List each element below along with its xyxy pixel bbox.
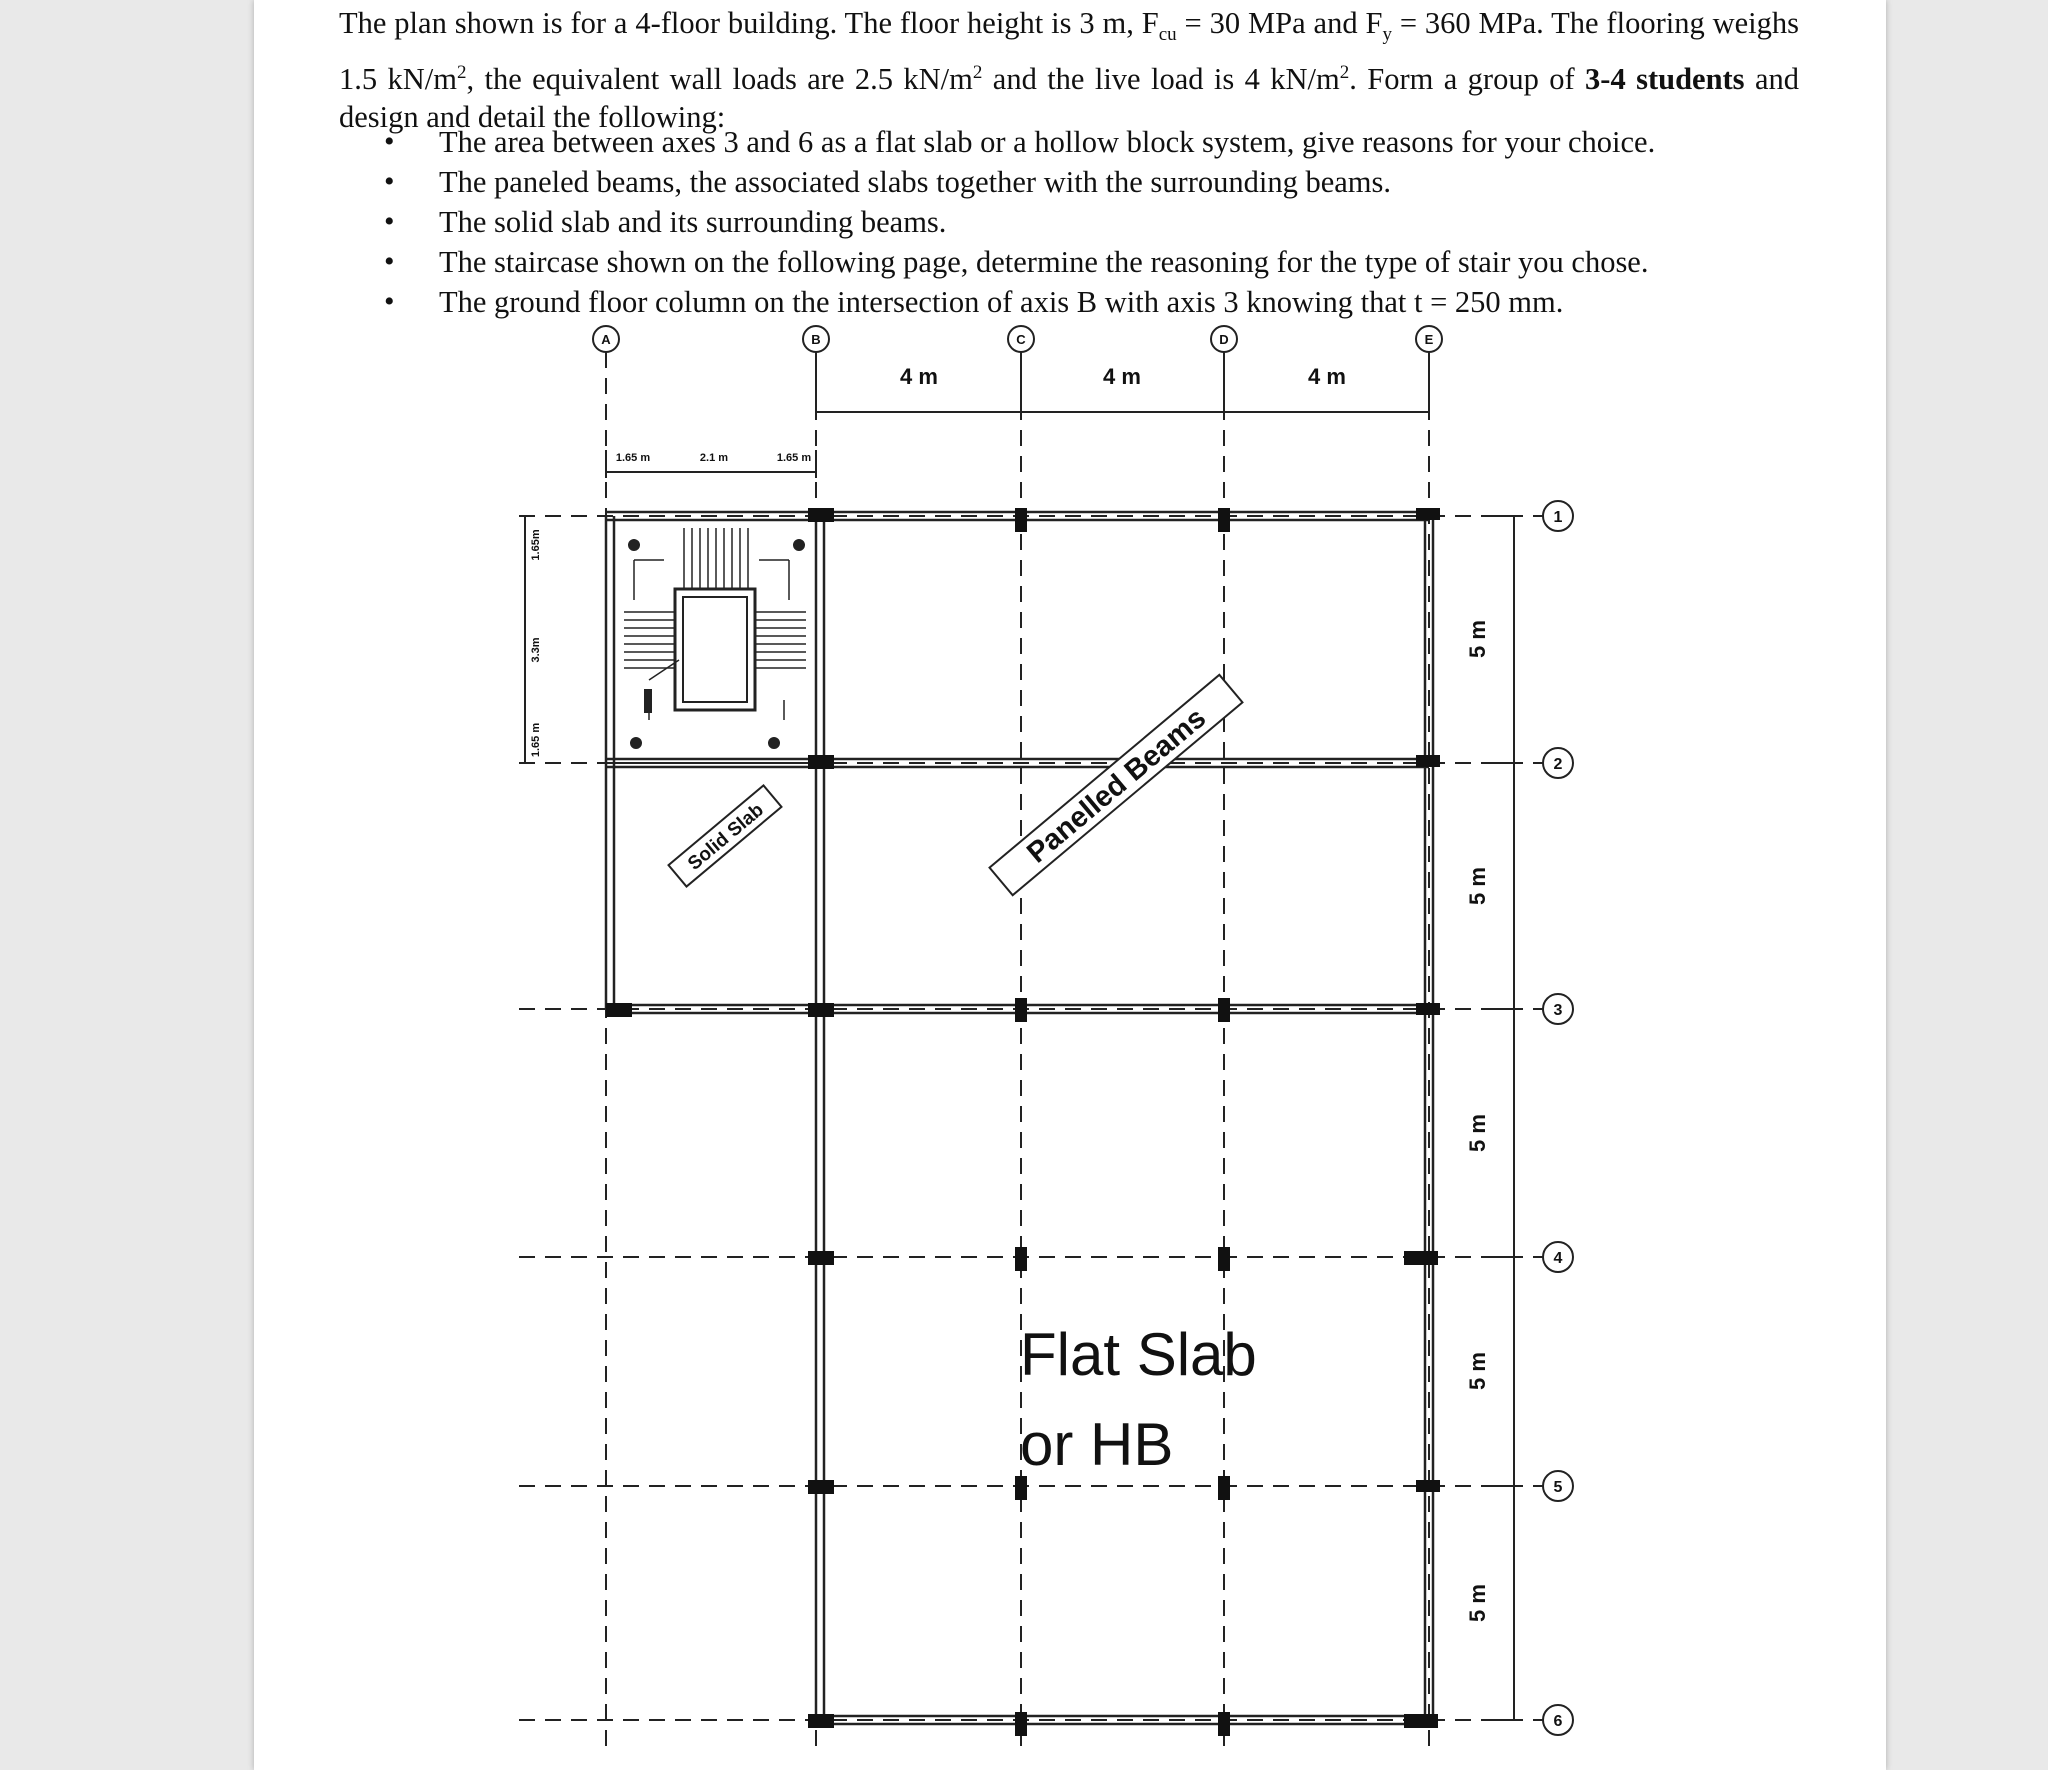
top-dimension-line [606, 360, 1429, 478]
bullet-item: • The area between axes 3 and 6 as a flat slab or a hollow block system, give reasons for your choice. [384, 125, 1656, 159]
top-dim-1: 4 m [900, 364, 938, 389]
floor-plan-drawing [254, 0, 1886, 1770]
stair-left-dim-1: 1.65m [530, 529, 542, 561]
right-dim-4: 5 m [1465, 1352, 1490, 1390]
axis-label-e: E [1424, 332, 1434, 347]
stair-top-dim-1: 1.65 m [615, 452, 651, 464]
document-page [254, 0, 1886, 1770]
horizontal-grid-axes [519, 516, 1544, 1720]
bullet-item: • The solid slab and its surrounding beams. [384, 205, 947, 239]
right-dim-5: 5 m [1465, 1584, 1490, 1622]
bullet-item: • The paneled beams, the associated slabs together with the surrounding beams. [384, 165, 1392, 199]
stair-top-dim-2: 2.1 m [699, 452, 729, 464]
axis-label-c: C [1016, 332, 1026, 347]
flat-slab-label-line2: or HB [1020, 1411, 1174, 1478]
row-axis-bubbles [1543, 501, 1573, 1735]
column-marks [606, 508, 1440, 1736]
axis-label-3: 3 [1553, 1002, 1563, 1019]
right-dim-1: 5 m [1465, 620, 1490, 658]
bullet-item: • The ground floor column on the intersection of axis B with axis 3 knowing that t = 250 mm. [384, 285, 1564, 319]
vertical-grid-axes [606, 352, 1429, 1746]
staircase [614, 520, 816, 763]
axis-label-4: 4 [1553, 1250, 1563, 1267]
right-dim-3: 5 m [1465, 1114, 1490, 1152]
task-intro-paragraph: The plan shown is for a 4-floor building. The floor height is 3 m, $F_{cu} = 30$ MPa and $F_y = 360$ MPa. The flooring weighs 1.5 $kN/m^2$, the equivalent wall loads are 2.5 $kN/m^2$ and the live load is 4 $kN/m^2$. Form a group of 3-4 students and design and detail the following: [339, 6, 1799, 135]
top-dim-3: 4 m [1308, 364, 1346, 389]
top-dim-2: 4 m [1103, 364, 1141, 389]
axis-label-b: B [811, 332, 821, 347]
stair-left-dim-3: 1.65 m [530, 722, 542, 758]
bullet-item: • The staircase shown on the following page, determine the reasoning for the type of stair you chose. [384, 245, 1649, 279]
axis-label-5: 5 [1553, 1479, 1563, 1496]
stair-top-dim-3: 1.65 m [776, 452, 812, 464]
group-size-bold: 3-4 students [1585, 62, 1745, 97]
axis-label-d: D [1219, 332, 1229, 347]
panelled-beams-label: Panelled Beams [1021, 702, 1213, 870]
right-dim-2: 5 m [1465, 867, 1490, 905]
axis-label-a: A [601, 332, 611, 347]
beam-lines [606, 512, 1433, 1724]
right-dimension-line [1489, 516, 1522, 1720]
stair-left-dim-2: 3.3m [530, 637, 542, 663]
axis-label-2: 2 [1553, 756, 1563, 773]
axis-label-6: 6 [1553, 1713, 1563, 1730]
solid-slab-label: Solid Slab [684, 799, 768, 875]
flat-slab-label-line1: Flat Slab [1020, 1321, 1257, 1388]
axis-label-1: 1 [1553, 509, 1563, 526]
